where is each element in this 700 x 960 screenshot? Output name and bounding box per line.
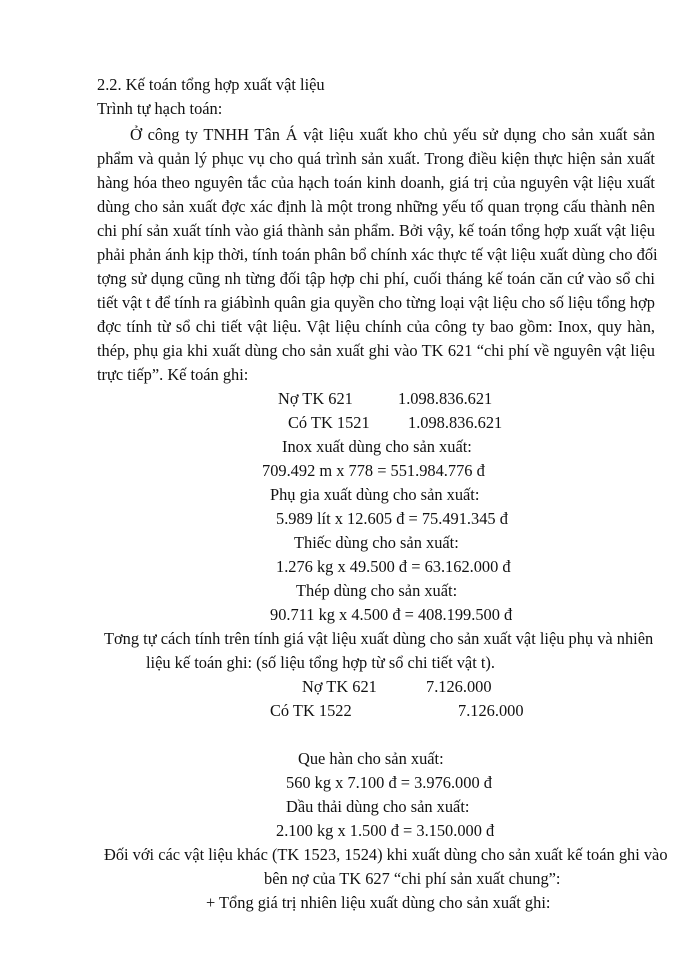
paragraph-line: Ở công ty TNHH Tân Á vật liệu xuất kho chủ yếu sử dụng cho sản xuất sản [130,125,655,144]
entry2-credit-amount: 7.126.000 [458,701,524,720]
entry2-debit-amount: 7.126.000 [426,677,492,696]
entry1-credit-amount: 1.098.836.621 [408,413,503,432]
paragraph-line: phải phản ánh kịp thời, tính toán phân bổ chính xác thực tế vật liệu xuất dùng cho đối [97,245,658,264]
paragraph-line: + Tổng giá trị nhiên liệu xuất dùng cho sản xuất ghi: [206,893,551,912]
calc-label-additive: Phụ gia xuất dùng cho sản xuất: [270,485,480,504]
paragraph-line: hàng hóa theo nguyên tắc của hạch toán kinh doanh, giá trị của nguyên vật liệu xuất [97,173,655,192]
calc-label-tin: Thiếc dùng cho sản xuất: [294,533,459,552]
paragraph-line: trực tiếp”. Kế toán ghi: [97,365,249,384]
entry1-credit-account: Có TK 1521 [288,413,370,432]
calc-formula-welding-rod: 560 kg x 7.100 đ = 3.976.000 đ [286,773,492,792]
procedure-subheading: Trình tự hạch toán: [97,99,223,118]
paragraph-line: Đối với các vật liệu khác (TK 1523, 1524) khi xuất dùng cho sản xuất kế toán ghi vào [104,845,668,864]
paragraph-line: Tơng tự cách tính trên tính giá vật liệu xuất dùng cho sản xuất vật liệu phụ và nhiên [104,629,654,648]
paragraph-line: phẩm và quản lý phục vụ cho quá trình sản xuất. Trong điều kiện thực hiện sản xuất [97,149,655,168]
calc-formula-steel: 90.711 kg x 4.500 đ = 408.199.500 đ [270,605,513,624]
calc-formula-tin: 1.276 kg x 49.500 đ = 63.162.000 đ [276,557,511,576]
entry2-credit-account: Có TK 1522 [270,701,352,720]
entry1-debit-amount: 1.098.836.621 [398,389,493,408]
calc-formula-inox: 709.492 m x 778 = 551.984.776 đ [262,461,485,480]
entry1-debit-account: Nợ TK 621 [278,389,353,408]
calc-formula-waste-oil: 2.100 kg x 1.500 đ = 3.150.000 đ [276,821,495,840]
paragraph-line: thép, phụ gia khi xuất dùng cho sản xuất ghi vào TK 621 “chi phí về nguyên vật liệu [97,341,655,360]
section-heading: 2.2. Kế toán tổng hợp xuất vật liệu [97,75,325,94]
calc-label-welding-rod: Que hàn cho sản xuất: [298,749,444,768]
paragraph-line: liệu kế toán ghi: (số liệu tổng hợp từ sổ chi tiết vật t). [146,653,495,672]
paragraph-line: đợc tính từ sổ chi tiết vật liệu. Vật liệu chính của công ty bao gồm: Inox, quy hàn, [97,317,655,336]
paragraph-line: chi phí sản xuất tính vào giá thành sản phẩm. Bởi vậy, kế toán tổng hợp xuất vật liệu [97,221,655,240]
calc-formula-additive: 5.989 lít x 12.605 đ = 75.491.345 đ [276,509,508,528]
entry2-debit-account: Nợ TK 621 [302,677,377,696]
calc-label-steel: Thép dùng cho sản xuất: [296,581,458,600]
calc-label-waste-oil: Dầu thải dùng cho sản xuất: [286,797,470,816]
paragraph-line: tiết vật t để tính ra giábình quân gia quyền cho từng loại vật liệu cho số liệu tổng hợp [97,293,655,312]
paragraph-line: dùng cho sản xuất đợc xác định là một trong những yếu tố quan trọng cấu thành nên [97,197,655,216]
paragraph-line: bên nợ của TK 627 “chi phí sản xuất chung”: [264,869,561,888]
calc-label-inox: Inox xuất dùng cho sản xuất: [282,437,472,456]
paragraph-line: tợng sử dụng cũng nh từng đối tập hợp chi phí, cuối tháng kế toán căn cứ vào sổ chi [97,269,655,288]
